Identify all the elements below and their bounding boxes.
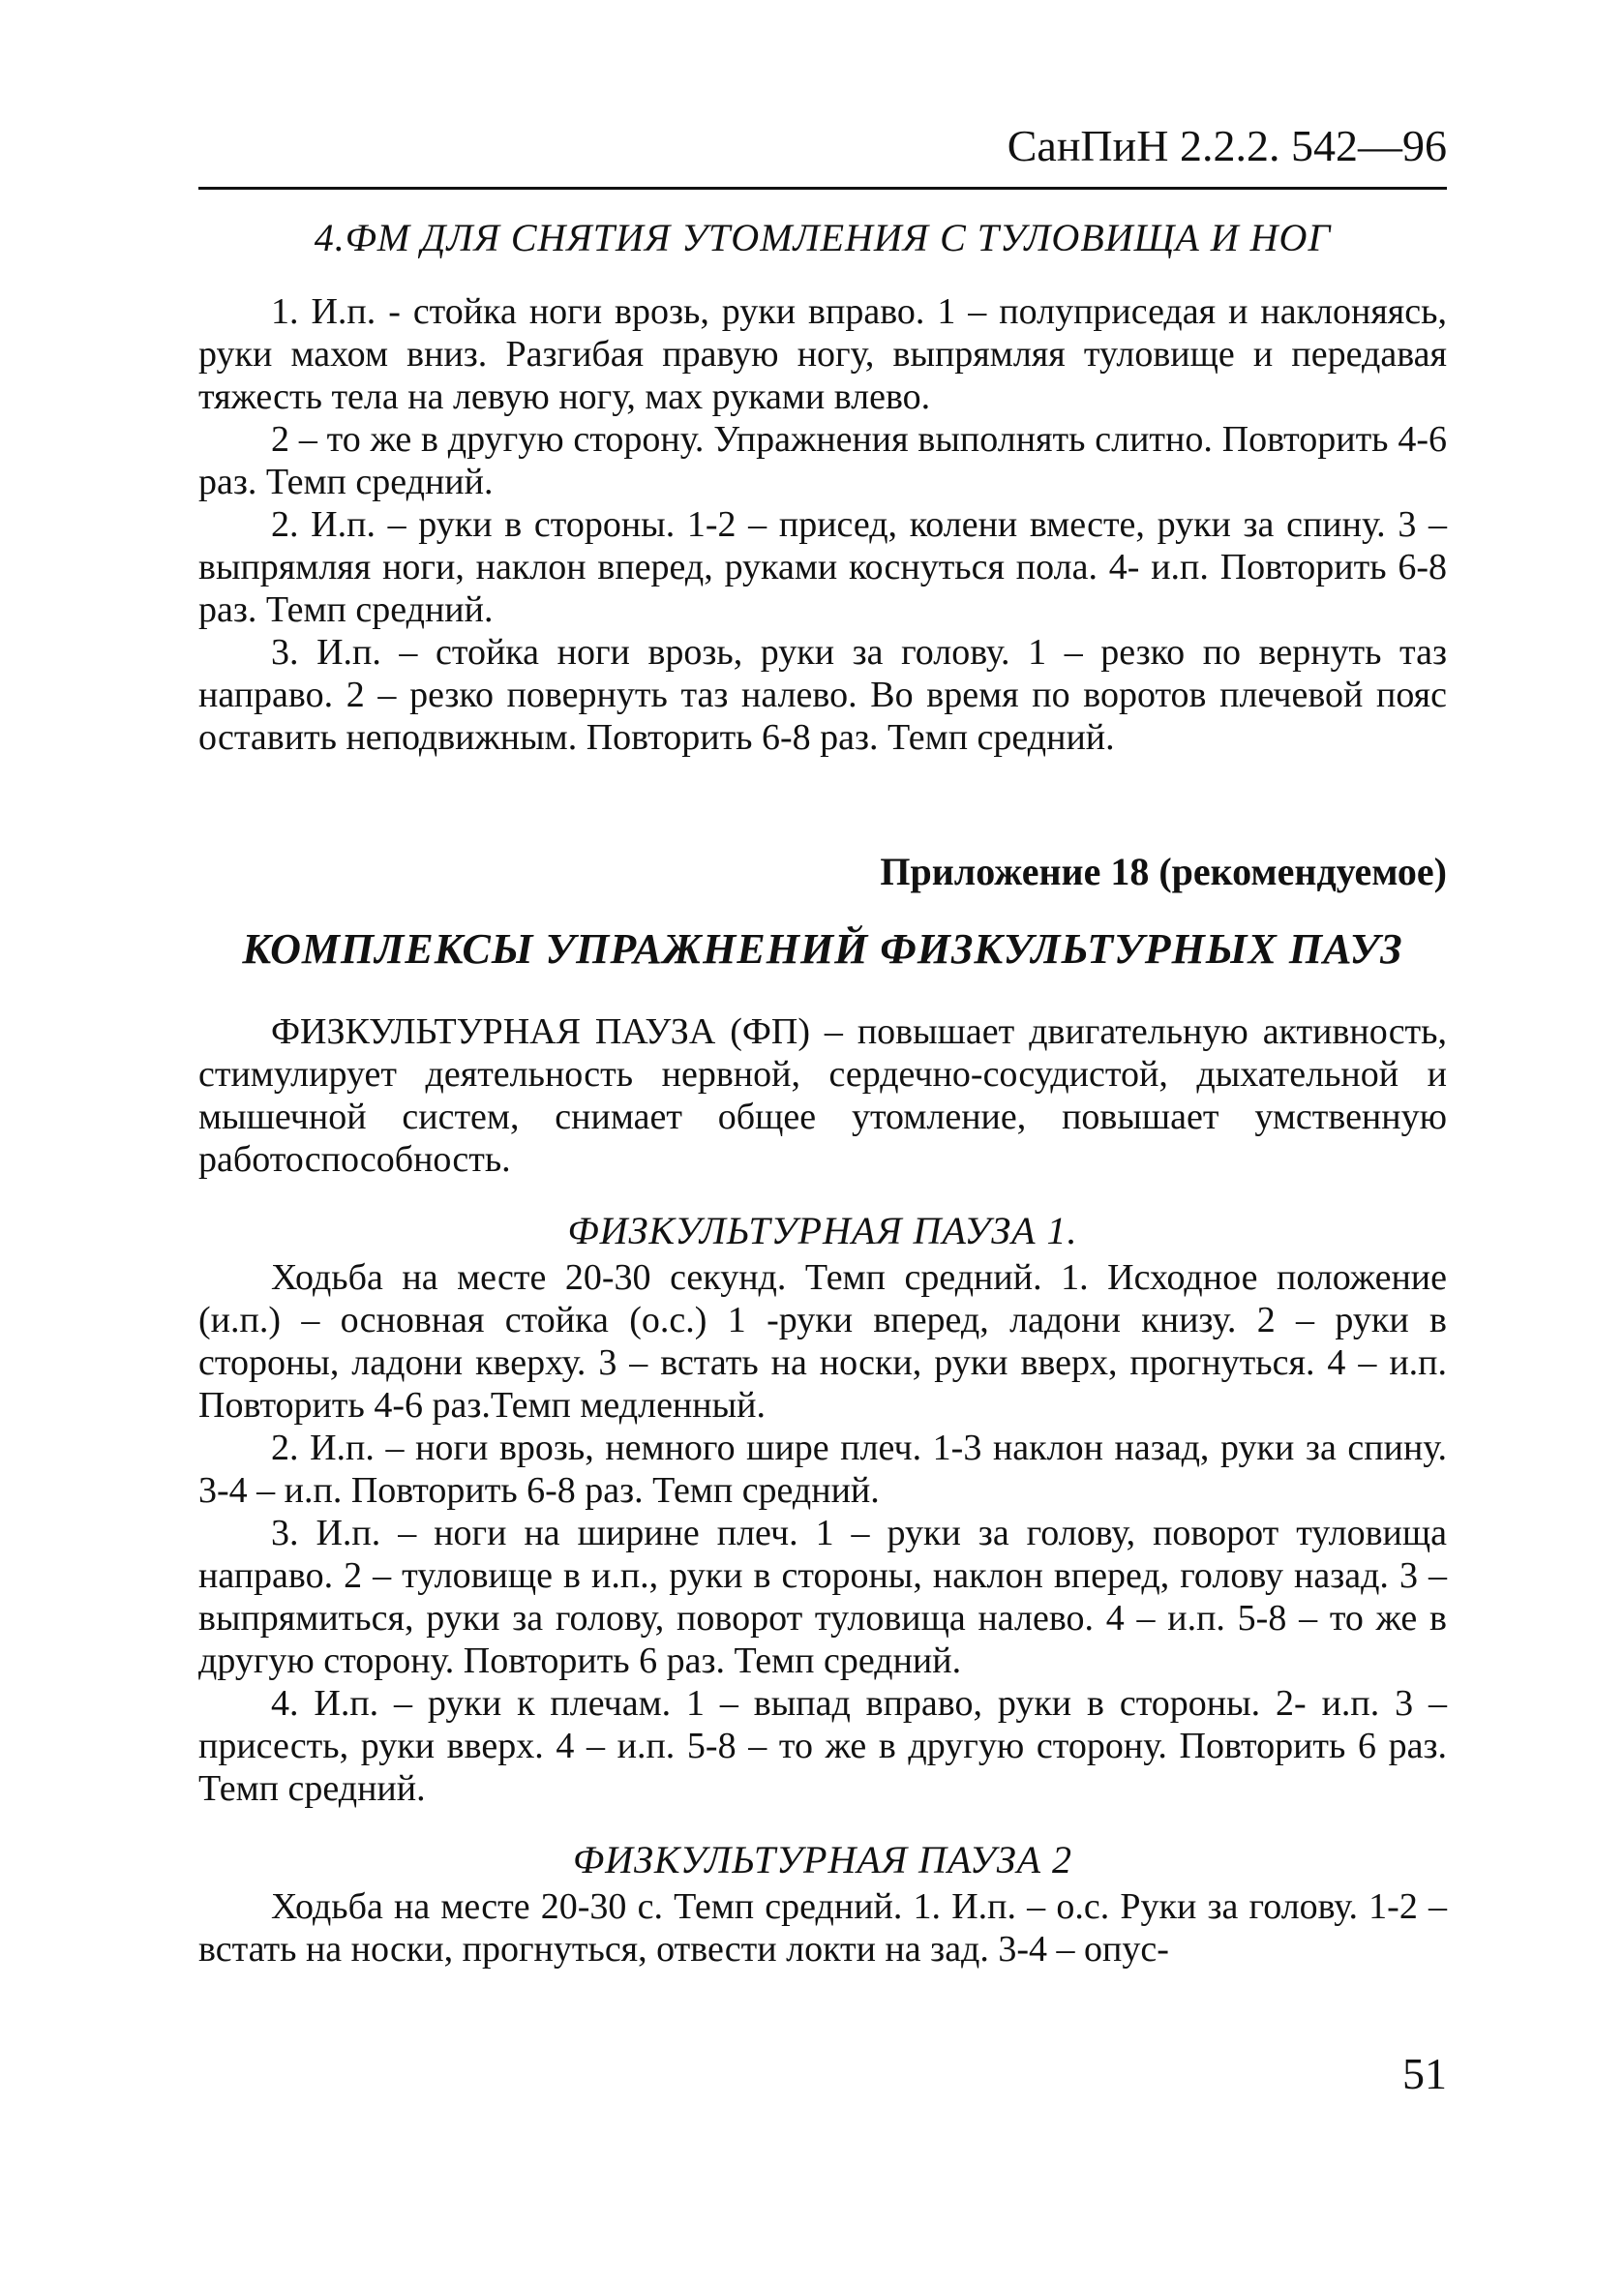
spacer (198, 759, 1447, 848)
appendix-title: КОМПЛЕКСЫ УПРАЖНЕНИЙ ФИЗКУЛЬТУРНЫХ ПАУЗ (242, 925, 1403, 973)
page-number: 51 (1402, 2049, 1447, 2098)
intro-paragraph: ФИЗКУЛЬТУРНАЯ ПАУЗА (ФП) – повышает двигательную активность, стимулирует деятельность нервной, сердечно-сосудистой, дыхательной и мышечной систем, снимает общее утомление, повышает умственную работоспособность. (198, 1011, 1447, 1180)
paragraph: 2 – то же в другую сторону. Упражнения выполнять слитно. Повторить 4-6 раз. Темп средний. (198, 419, 1447, 502)
page-content (198, 213, 1447, 1971)
paragraph: 4. И.п. – руки к плечам. 1 – выпад вправо, руки в стороны. 2- и.п. 3 – присесть, руки вверх. 4 – и.п. 5-8 – то же в другую сторону. Повторить 6 раз. Темп средний. (198, 1683, 1447, 1809)
paragraph: 3. И.п. – ноги на ширине плеч. 1 – руки за голову, поворот туловища направо. 2 – туловище в и.п., руки в стороны, наклон вперед, голову назад. 3 – выпрямиться, руки за голову, поворот туловища налево. 4 – и.п. 5-8 – то же в другую сторону. Повторить 6 раз. Темп средний. (198, 1513, 1447, 1681)
header-rule (198, 187, 1447, 190)
pause1-title: ФИЗКУЛЬТУРНАЯ ПАУЗА 1. (567, 1209, 1078, 1252)
paragraph: 1. И.п. - стойка ноги врозь, руки вправо. 1 – полуприседая и наклоняясь, руки махом вниз. Разгибая правую ногу, выпрямляя туловище и передавая тяжесть тела на левую ногу, мах руками влево. (198, 291, 1447, 417)
section-title: 4.ФМ ДЛЯ СНЯТИЯ УТОМЛЕНИЯ С ТУЛОВИЩА И НОГ (314, 216, 1332, 259)
paragraph: 3. И.п. – стойка ноги врозь, руки за голову. 1 – резко по вернуть таз направо. 2 – резко повернуть таз налево. Во время по воротов плечевой пояс оставить неподвижным. Повторить 6-8 раз. Темп средний. (198, 632, 1447, 758)
running-header: СанПиН 2.2.2. 542—96 (1007, 121, 1447, 170)
appendix-label: Приложение 18 (рекомендуемое) (880, 850, 1447, 893)
paragraph: Ходьба на месте 20-30 секунд. Темп средний. 1. Исходное положение (и.п.) – основная стойка (о.с.) 1 -руки вперед, ладони книзу. 2 – руки в стороны, ладони кверху. 3 – встать на носки, руки вверх, прогнуться. 4 – и.п. Повторить 4-6 раз.Темп медленный. (198, 1257, 1447, 1426)
paragraph: 2. И.п. – руки в стороны. 1-2 – присед, колени вместе, руки за спину. 3 – выпрямляя ноги, наклон вперед, руками коснуться пола. 4- и.п. Повторить 6-8 раз. Темп средний. (198, 504, 1447, 630)
pause2-title: ФИЗКУЛЬТУРНАЯ ПАУЗА 2 (572, 1838, 1073, 1881)
paragraph: 2. И.п. – ноги врозь, немного шире плеч. 1-3 наклон назад, руки за спину. 3-4 – и.п. Повторить 6-8 раз. Темп средний. (198, 1428, 1447, 1511)
paragraph: Ходьба на месте 20-30 с. Темп средний. 1. И.п. – о.с. Руки за голову. 1-2 – встать на носки, прогнуться, отвести локти на зад. 3-4 – опус- (198, 1886, 1447, 1970)
